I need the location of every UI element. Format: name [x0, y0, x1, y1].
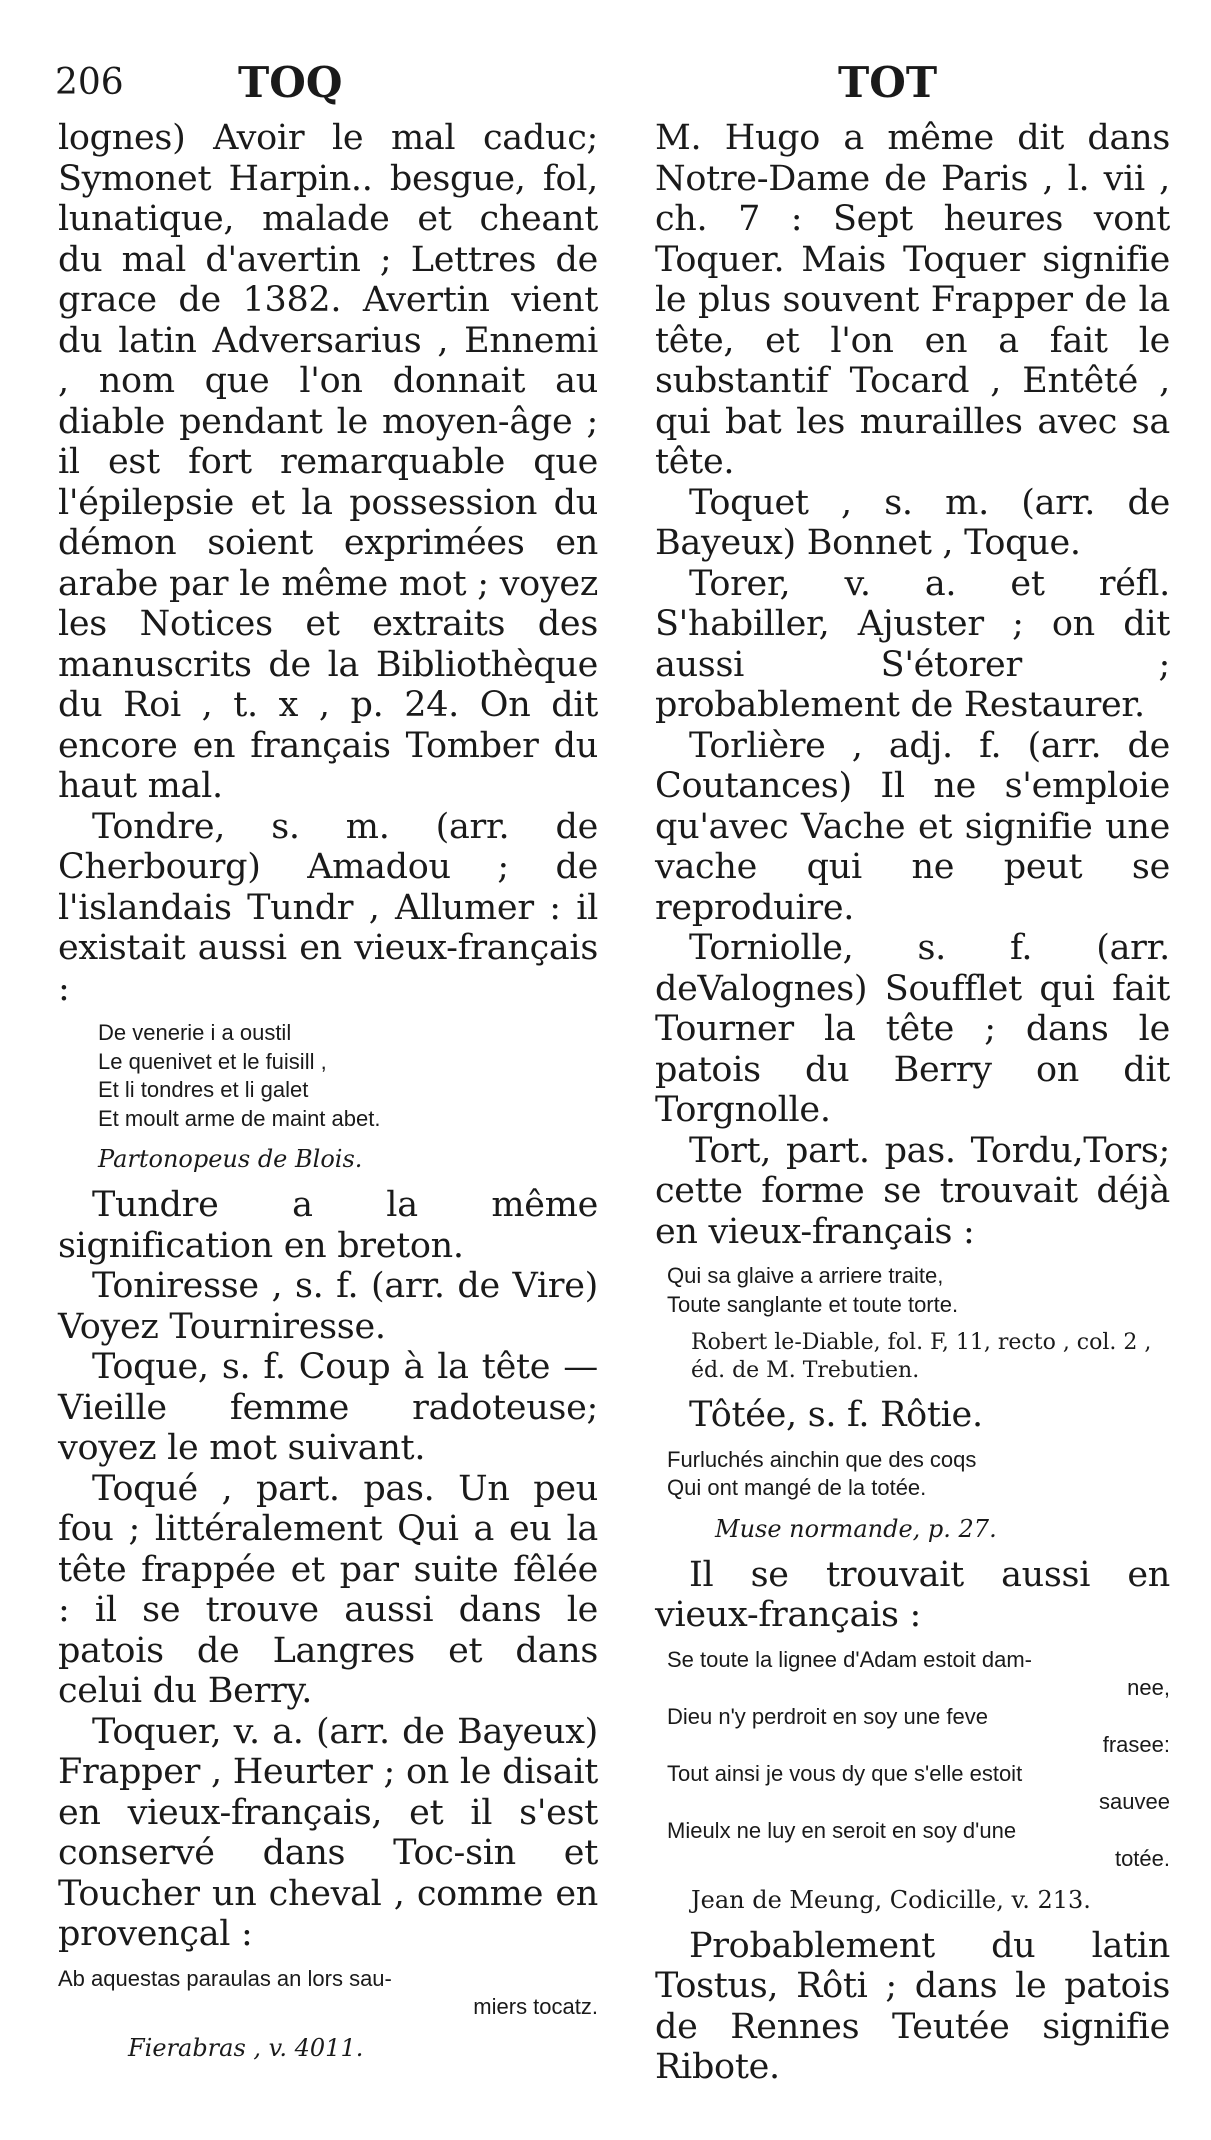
entry-totee: Tôtée, s. f. Rôtie.	[689, 1395, 983, 1435]
right-running-head: TOT	[838, 58, 938, 107]
quote-line: Le quenivet et le fuisill ,	[98, 1048, 327, 1074]
entry-tostus: Probablement du latin Tostus, Rôti ; dans le patois de Rennes Teutée signifie Ribote.	[655, 1925, 1170, 2087]
entry-torliere: Torlière , adj. f. (arr. de Coutances) Il ne s'emploie qu'avec Vache et signifie une vache qui ne peut se reproduire.	[655, 725, 1170, 928]
quote-line-continuation: miers tocatz.	[473, 1994, 598, 2019]
entry-tort: Tort, part. pas. Tordu,Tors; cette forme se trouvait déjà en vieux-français :	[655, 1130, 1170, 1252]
entry-toque: Toque, s. f. Coup à la tête — Vieille femme radoteuse; voyez le mot suivant.	[58, 1347, 598, 1468]
entry-tundre: Tundre a la même signification en breton.	[58, 1185, 598, 1266]
left-column	[58, 118, 598, 2074]
quote-muse-normande	[667, 1446, 1170, 1503]
quote-source: Muse normande, p. 27.	[715, 1514, 997, 1543]
quote-line-continuation: nee,	[1127, 1675, 1170, 1700]
quote-line: Furluchés ainchin que des coqs	[667, 1446, 977, 1472]
right-column	[655, 118, 1170, 2088]
quote-provencal	[58, 1965, 598, 2022]
quote-source: Fierabras , v. 4011.	[128, 2033, 364, 2062]
quote-line: Qui sa glaive a arriere traite,	[667, 1263, 944, 1288]
quote-line: De venerie i a oustil	[98, 1020, 292, 1045]
quote-line: Toute sanglante et toute torte.	[667, 1291, 959, 1317]
quote-line: Ab aquestas paraulas an lors sau-	[58, 1965, 392, 1991]
quote-source: Partonopeus de Blois.	[98, 1145, 363, 1173]
entry-toque-participle: Toqué , part. pas. Un peu fou ; littéralement Qui a eu la tête frappée et par suite fêlée : il se trouve aussi dans le patois de Langres et dans celui du Berry.	[58, 1468, 598, 1711]
quote-line: Qui ont mangé de la totée.	[667, 1475, 927, 1500]
running-header	[0, 58, 1211, 118]
entry-toquet: Toquet , s. m. (arr. de Bayeux) Bonnet , Toque.	[655, 482, 1170, 563]
page-number: 206	[55, 62, 124, 103]
quote-source: Jean de Meung, Codicille, v. 213.	[691, 1885, 1091, 1914]
left-running-head: TOQ	[238, 58, 343, 107]
entry-avertin-continuation: lognes) Avoir le mal caduc; Symonet Harpin.. besgue, fol, lunatique, malade et cheant du mal d'avertin ; Lettres de grace de 1382. Avertin vient du latin Adversarius , Ennemi , nom que l'on donnait au diable pendant le moyen-âge ; il est fort remarquable que l'épilepsie et la possession du démon soient exprimées en arabe par le même mot ; voyez les Notices et extraits des manuscrits de la Bibliothèque du Roi , t. x , p. 24. On dit encore en français Tomber du haut mal.	[58, 118, 598, 806]
quote-line-continuation: frasee:	[1102, 1732, 1170, 1757]
entry-toquer-continuation: M. Hugo a même dit dans Notre-Dame de Paris , l. vii , ch. 7 : Sept heures vont Toquer. Mais Toquer signifie le plus souvent Frapper de la tête, et l'on en a fait le substantif Tocard , Entêté , qui bat les murailles avec sa tête.	[655, 118, 1170, 482]
quote-line: Se toute la lignee d'Adam estoit dam-	[667, 1646, 1032, 1672]
quote-line: Mieulx ne luy en seroit en soy d'une	[667, 1817, 1017, 1843]
entry-tondre: Tondre, s. m. (arr. de Cherbourg) Amadou ; de l'islandais Tundr , Allumer : il existait aussi en vieux-français :	[58, 806, 598, 1009]
quote-line-continuation: sauvee	[1099, 1789, 1170, 1814]
entry-torer: Torer, v. a. et réfl. S'habiller, Ajuster ; on dit aussi S'étorer ; probablement de Restaurer.	[655, 563, 1170, 725]
quote-line: Et moult arme de maint abet.	[98, 1105, 381, 1131]
entry-torniolle: Torniolle, s. f. (arr. deValognes) Soufflet qui fait Tourner la tête ; dans le patois du Berry on dit Torgnolle.	[655, 928, 1170, 1130]
entry-toniresse: Toniresse , s. f. (arr. de Vire) Voyez Tourniresse.	[58, 1266, 598, 1347]
quote-robert-le-diable	[667, 1262, 1170, 1319]
entry-totee-note: Il se trouvait aussi en vieux-français :	[655, 1554, 1170, 1635]
quote-codicille	[667, 1646, 1170, 1874]
entry-toquer: Toquer, v. a. (arr. de Bayeux) Frapper , Heurter ; on le disait en vieux-français, et il s'est conservé dans Toc-sin et Toucher un cheval , comme en provençal :	[58, 1711, 598, 1954]
quote-line: Tout ainsi je vous dy que s'elle estoit	[667, 1760, 1023, 1786]
quote-line: Dieu n'y perdroit en soy une feve	[667, 1703, 988, 1729]
quote-line-continuation: totée.	[1114, 1846, 1170, 1871]
quote-source: Robert le-Diable, fol. F, 11, recto , col. 2 , éd. de M. Trebutien.	[691, 1330, 1152, 1383]
quote-line: Et li tondres et li galet	[98, 1077, 309, 1102]
quote-partonopeus	[98, 1019, 598, 1133]
